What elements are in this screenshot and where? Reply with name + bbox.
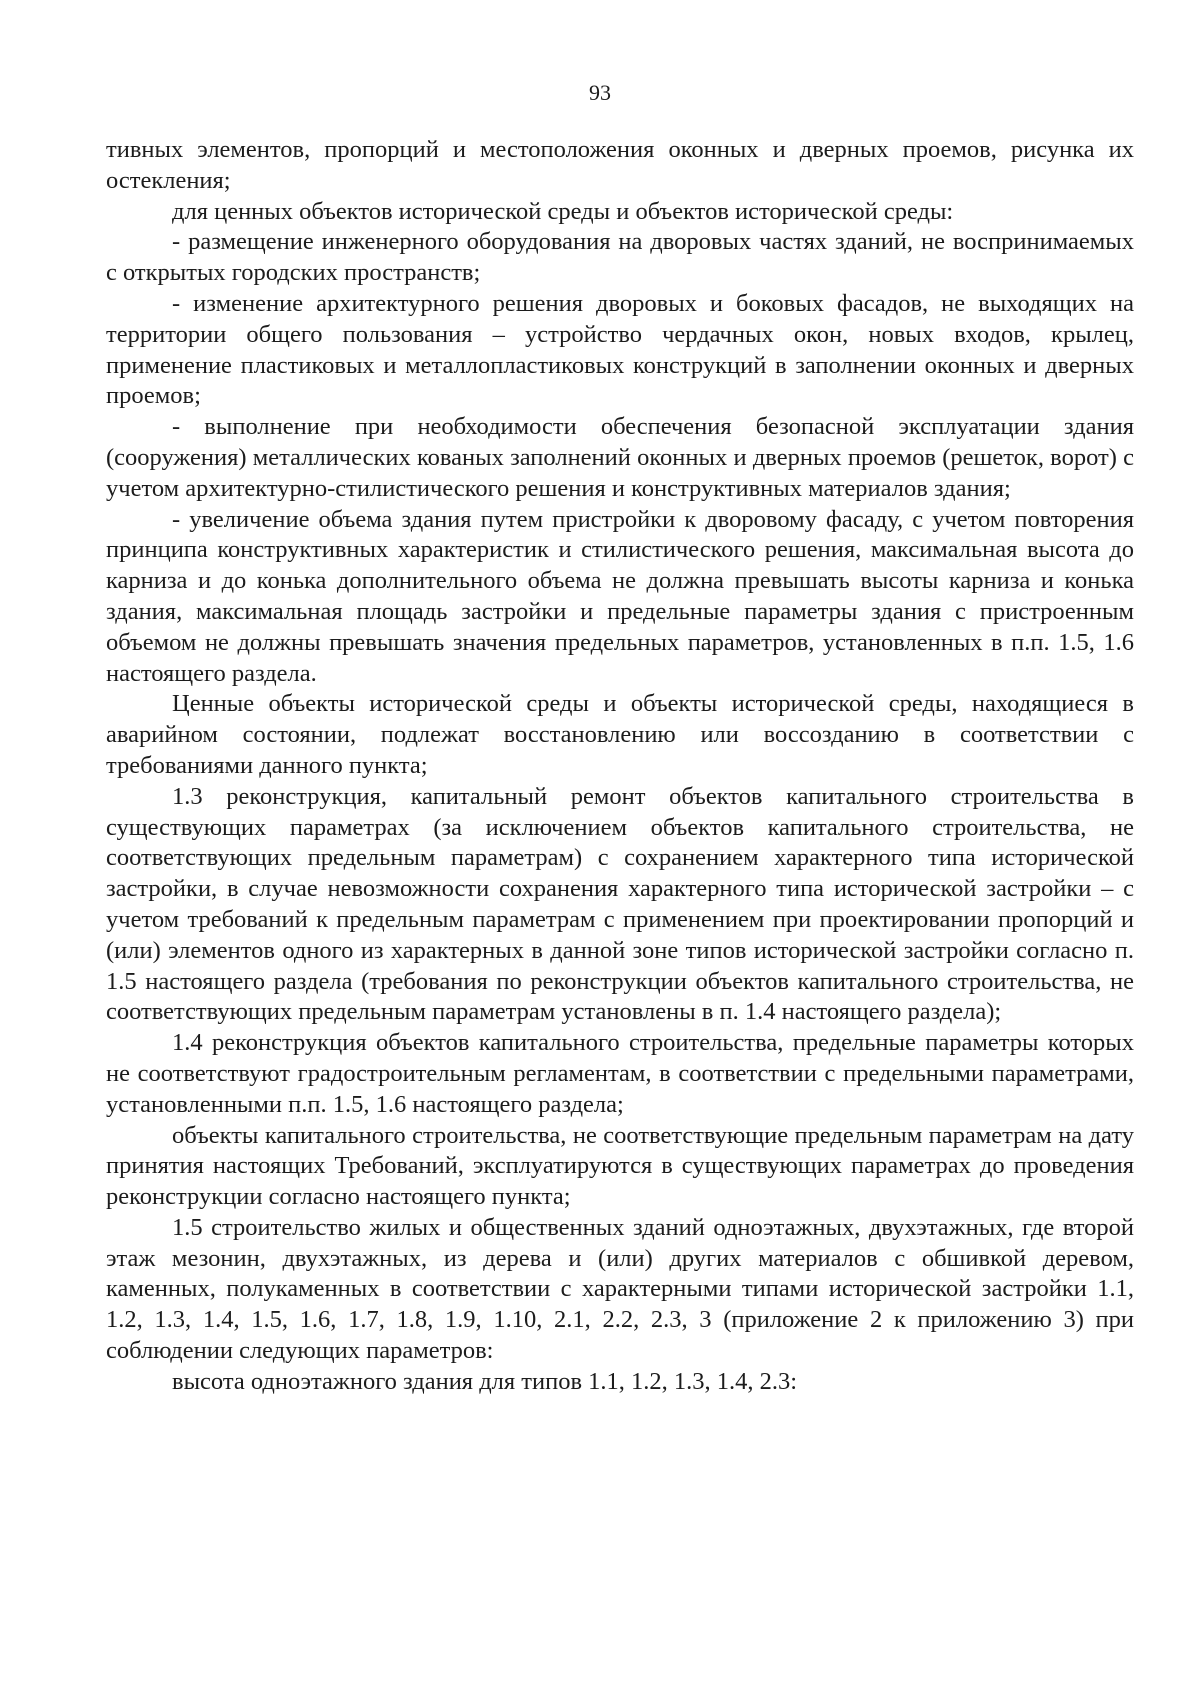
body-text bbox=[106, 135, 1134, 1398]
paragraph-1: тивных элементов, пропорций и местоположения оконных и дверных проемов, рисунка их остекления; bbox=[106, 136, 1134, 194]
paragraph-12: высота одноэтажного здания для типов 1.1, 1.2, 1.3, 1.4, 2.3: bbox=[172, 1367, 798, 1395]
paragraph-10: объекты капитального строительства, не соответствующие предельным параметрам на дату принятия настоящих Требований, эксплуатируются в существующих параметрах до проведения реконструкции согласно настоящего пункта; bbox=[106, 1121, 1134, 1211]
paragraph-2: для ценных объектов исторической среды и объектов исторической среды: bbox=[172, 197, 954, 225]
paragraph-4: - изменение архитектурного решения дворовых и боковых фасадов, не выходящих на территории общего пользования – устройство чердачных окон, новых входов, крылец, применение пластиковых и металлопластиковых конструкций в заполнении оконных и дверных проемов; bbox=[106, 289, 1134, 410]
paragraph-7: Ценные объекты исторической среды и объекты исторической среды, находящиеся в аварийном состоянии, подлежат восстановлению или воссозданию в соответствии с требованиями данного пункта; bbox=[106, 690, 1134, 779]
paragraph-11: 1.5 строительство жилых и общественных зданий одноэтажных, двухэтажных, где второй этаж мезонин, двухэтажных, из дерева и (или) других материалов с обшивкой деревом, каменных, полукаменных в соответствии с характерными типами исторической застройки 1.1, 1.2, 1.3, 1.4, 1.5, 1.6, 1.7, 1.8, 1.9, 1.10, 2.1, 2.2, 2.3, 3 (приложение 2 к приложению 3) при соблюдении следующих параметров: bbox=[106, 1213, 1134, 1365]
paragraph-8: 1.3 реконструкция, капитальный ремонт объектов капитального строительства в существующих параметрах (за исключением объектов капитального строительства, не соответствующих предельным параметрам) с сохранением характерного типа исторической застройки, в случае невозможности сохранения характерного типа исторической застройки – с учетом требований к предельным параметрам с применением при проектировании пропорций и (или) элементов одного из характерных в данной зоне типов исторической застройки согласно п. 1.5 настоящего раздела (требования по реконструкции объектов капитального строительства, не соответствующих предельным параметрам установлены в п. 1.4 настоящего раздела); bbox=[106, 782, 1134, 1026]
page-number: 93 bbox=[589, 80, 611, 105]
paragraph-9: 1.4 реконструкция объектов капитального строительства, предельные параметры которых не соответствуют градостроительным регламентам, в соответствии с предельными параметрами, установленными п.п. 1.5, 1.6 настоящего раздела; bbox=[106, 1029, 1134, 1118]
paragraph-3: - размещение инженерного оборудования на дворовых частях зданий, не воспринимаемых с открытых городских пространств; bbox=[106, 228, 1134, 287]
paragraph-5: - выполнение при необходимости обеспечения безопасной эксплуатации здания (сооружения) металлических кованых заполнений оконных и дверных проемов (решеток, ворот) с учетом архитектурно-стилистического решения и конструктивных материалов здания; bbox=[106, 413, 1134, 502]
paragraph-6: - увеличение объема здания путем пристройки к дворовому фасаду, с учетом повторения принципа конструктивных характеристик и стилистического решения, максимальная высота до карниза и до конька дополнительного объема не должна превышать высоты карниза и конька здания, максимальная площадь застройки и предельные параметры здания с пристроенным объемом не должны превышать значения предельных параметров, установленных в п.п. 1.5, 1.6 настоящего раздела. bbox=[106, 505, 1134, 687]
